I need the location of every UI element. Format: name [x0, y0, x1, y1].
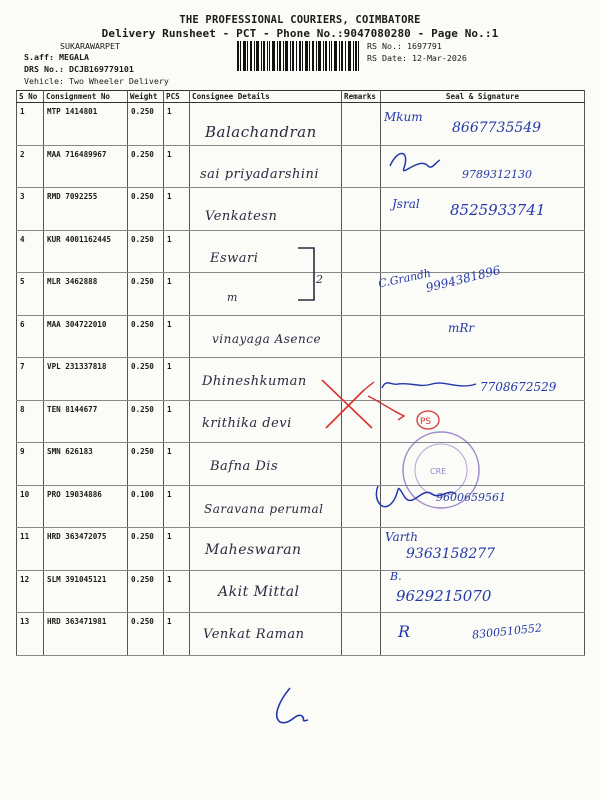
cell-pcs: 1 — [164, 145, 190, 188]
cell-sno: 13 — [17, 613, 44, 656]
cell-consignment: SMN 626183 — [44, 443, 128, 486]
cell-remarks — [342, 570, 381, 613]
consignee-handwriting: Venkatesn — [205, 209, 278, 224]
cell-remarks — [342, 358, 381, 401]
cell-remarks — [342, 400, 381, 443]
cell-sno: 9 — [17, 443, 44, 486]
cell-consignment: VPL 231337818 — [44, 358, 128, 401]
cell-sno: 5 — [17, 273, 44, 316]
svg-text:2: 2 — [316, 273, 323, 286]
cell-sno: 3 — [17, 188, 44, 231]
cell-sno: 6 — [17, 315, 44, 358]
consignee-handwriting: Balachandran — [205, 123, 317, 141]
cell-remarks — [342, 315, 381, 358]
vehicle-type: Vehicle: Two Wheeler Delivery — [24, 76, 169, 86]
cell-pcs: 1 — [164, 570, 190, 613]
signature-phone: 9789312130 — [462, 168, 532, 181]
cell-weight: 0.250 — [128, 528, 164, 571]
cell-sno: 2 — [17, 145, 44, 188]
cell-consignment: MTP 1414801 — [44, 103, 128, 146]
signature-name: Mkum — [384, 110, 423, 124]
cell-weight: 0.100 — [128, 485, 164, 528]
consignee-handwriting: Saravana perumal — [204, 502, 324, 516]
signature-phone: 9629215070 — [396, 587, 492, 605]
cell-remarks — [342, 230, 381, 273]
signature-name: C.Grandh — [377, 266, 433, 291]
cell-sno: 11 — [17, 528, 44, 571]
cell-pcs: 1 — [164, 103, 190, 146]
cell-sno: 7 — [17, 358, 44, 401]
cell-consignment: PRO 19034886 — [44, 485, 128, 528]
company-title: THE PROFESSIONAL COURIERS, COIMBATORE — [179, 14, 421, 26]
cell-consignment: HRD 363472075 — [44, 528, 128, 571]
signature-name: R — [398, 622, 411, 641]
rs-number: RS No.: 1697791 — [367, 41, 442, 51]
consignee-handwriting: Maheswaran — [205, 542, 302, 558]
cell-remarks — [342, 188, 381, 231]
cell-consignment: RMD 7092255 — [44, 188, 128, 231]
cell-sno: 8 — [17, 400, 44, 443]
cell-weight: 0.250 — [128, 400, 164, 443]
signature-name: Varth — [385, 530, 419, 544]
drs-number: DRS No.: DCJB169779101 — [24, 64, 134, 74]
cell-signature — [381, 400, 585, 443]
cell-weight: 0.250 — [128, 273, 164, 316]
cell-consignment: MAA 304722010 — [44, 315, 128, 358]
table-row — [17, 273, 585, 316]
consignee-handwriting: krithika devi — [202, 416, 292, 431]
cell-sno: 4 — [17, 230, 44, 273]
cell-pcs: 1 — [164, 315, 190, 358]
cell-weight: 0.250 — [128, 315, 164, 358]
cell-sno: 10 — [17, 485, 44, 528]
col-header-consignee: Consignee Details — [190, 91, 342, 103]
cell-consignment: HRD 363471981 — [44, 613, 128, 656]
cell-weight: 0.250 — [128, 188, 164, 231]
signature-phone: 7708672529 — [480, 380, 557, 394]
table-row — [17, 443, 585, 486]
branch-name: SUKARAWARPET — [60, 41, 120, 51]
signature-name: B. — [390, 570, 402, 583]
cell-weight: 0.250 — [128, 230, 164, 273]
ps-mark-text: PS — [420, 417, 432, 427]
consignee-handwriting: Bafna Dis — [210, 459, 279, 474]
runsheet-title: Delivery Runsheet - PCT - Phone No.:9047080280 - Page No.:1 — [101, 27, 499, 40]
col-header-sno: S No — [17, 91, 44, 103]
consignee-handwriting: vinayaga Asence — [212, 332, 322, 346]
consignee-handwriting: m — [227, 291, 238, 304]
cell-pcs: 1 — [164, 230, 190, 273]
col-header-remarks: Remarks — [342, 91, 381, 103]
cell-remarks — [342, 145, 381, 188]
table-header-row — [17, 91, 585, 103]
cell-weight: 0.250 — [128, 103, 164, 146]
cell-remarks — [342, 103, 381, 146]
cell-pcs: 1 — [164, 273, 190, 316]
cell-consignment: MAA 716489967 — [44, 145, 128, 188]
cell-pcs: 1 — [164, 400, 190, 443]
cell-remarks — [342, 528, 381, 571]
signature-phone: 8525933741 — [450, 201, 546, 219]
cell-consignment: SLM 391045121 — [44, 570, 128, 613]
cell-pcs: 1 — [164, 528, 190, 571]
col-header-pcs: PCS — [164, 91, 190, 103]
signature-name: Jsral — [392, 197, 420, 211]
consignee-handwriting: Akit Mittal — [218, 584, 300, 600]
cell-consignee — [190, 273, 342, 316]
cell-signature — [381, 443, 585, 486]
cell-pcs: 1 — [164, 613, 190, 656]
consignee-handwriting: Venkat Raman — [203, 627, 305, 642]
staff-name: S.aff: MEGALA — [24, 52, 89, 62]
cell-remarks — [342, 273, 381, 316]
cell-sno: 12 — [17, 570, 44, 613]
barcode-icon — [237, 41, 359, 71]
consignee-handwriting: sai priyadarshini — [200, 167, 320, 182]
scribble-signature — [277, 688, 308, 723]
cell-consignment: KUR 4001162445 — [44, 230, 128, 273]
cell-remarks — [342, 443, 381, 486]
signature-phone: 8300510552 — [471, 621, 543, 642]
cell-consignment: MLR 3462888 — [44, 273, 128, 316]
consignee-handwriting: Dhineshkuman — [202, 374, 307, 389]
cell-pcs: 1 — [164, 443, 190, 486]
cell-remarks — [342, 485, 381, 528]
consignee-handwriting: Eswari — [210, 251, 259, 266]
cell-weight: 0.250 — [128, 613, 164, 656]
signature-phone: 9600659561 — [436, 491, 506, 504]
cell-pcs: 1 — [164, 188, 190, 231]
cell-weight: 0.250 — [128, 570, 164, 613]
cell-consignment: TEN 8144677 — [44, 400, 128, 443]
cell-signature — [381, 315, 585, 358]
col-header-consignment: Consignment No — [44, 91, 128, 103]
signature-name: mRr — [448, 321, 475, 335]
cell-pcs: 1 — [164, 358, 190, 401]
cell-weight: 0.250 — [128, 358, 164, 401]
cell-sno: 1 — [17, 103, 44, 146]
cell-weight: 0.250 — [128, 145, 164, 188]
cell-weight: 0.250 — [128, 443, 164, 486]
signature-phone: 9363158277 — [406, 546, 496, 562]
signature-phone: 9994381896 — [424, 262, 502, 296]
rs-date: RS Date: 12-Mar-2026 — [367, 53, 467, 63]
col-header-signature: Seal & Signature — [381, 91, 585, 103]
stamp-text: CRE — [430, 467, 447, 476]
cell-signature — [381, 145, 585, 188]
cell-pcs: 1 — [164, 485, 190, 528]
signature-phone: 8667735549 — [452, 120, 542, 136]
table-row — [17, 400, 585, 443]
cell-remarks — [342, 613, 381, 656]
col-header-weight: Weight — [128, 91, 164, 103]
table-row — [17, 570, 585, 613]
